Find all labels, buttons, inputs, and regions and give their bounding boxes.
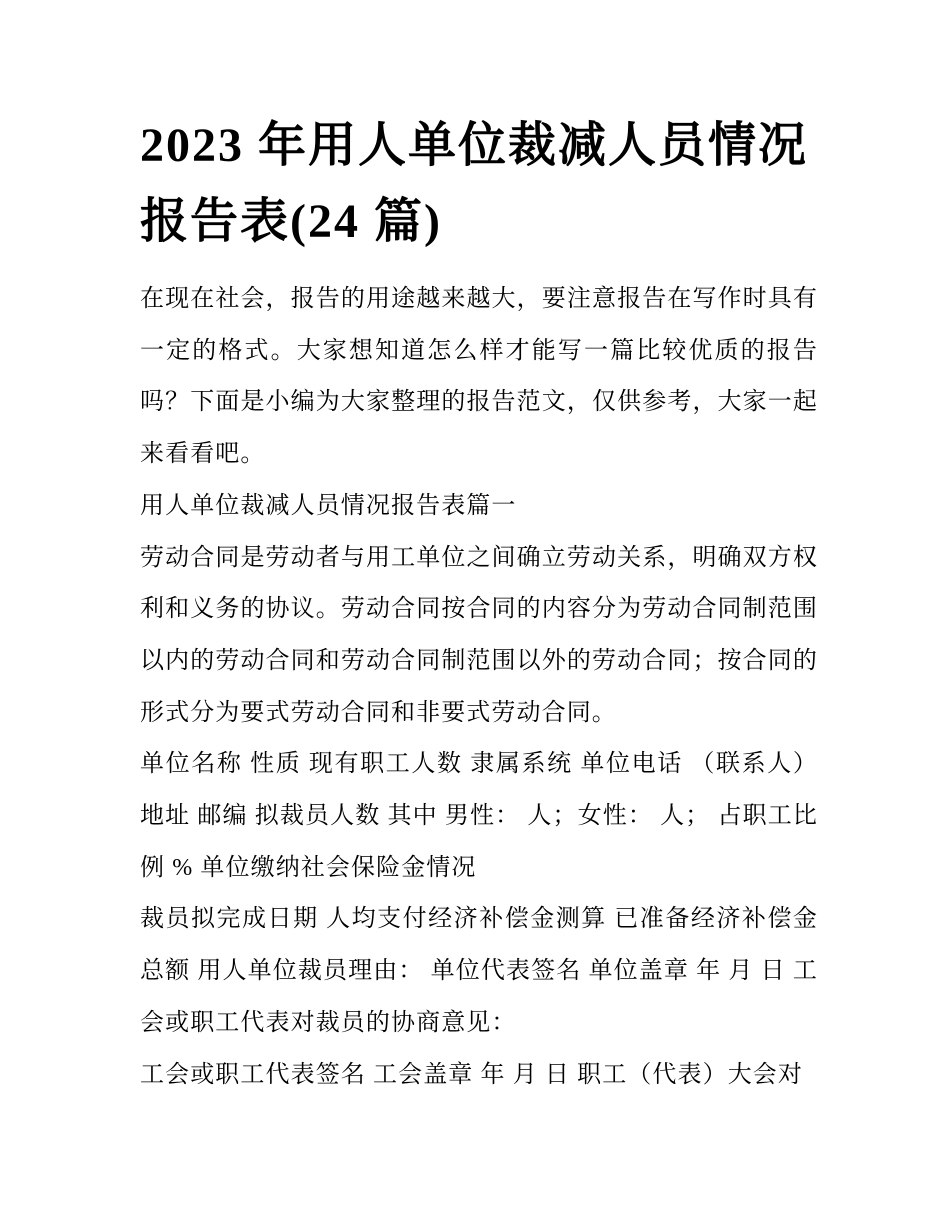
document-title: 2023 年用人单位裁减人员情况报告表(24 篇) xyxy=(140,119,809,248)
section-heading-part-one: 用人单位裁减人员情况报告表篇一 xyxy=(140,492,517,519)
paragraph-form-fields-layoff-info: 裁员拟完成日期 人均支付经济补偿金测算 已准备经济补偿金总额 用人单位裁员理由： 单位代表签名 单位盖章 年 月 日 工会或职工代表对裁员的协商意见： xyxy=(140,906,818,1036)
intro-paragraph: 在现在社会，报告的用途越来越大，要注意报告在写作时具有一定的格式。大家想知道怎么样才能写一篇比较优质的报告吗？下面是小编为大家整理的报告范文，仅供参考，大家一起来看看吧。 xyxy=(140,286,818,468)
paragraph-labor-contract: 劳动合同是劳动者与用工单位之间确立劳动关系，明确双方权利和义务的协议。劳动合同按合同的内容分为劳动合同制范围以内的劳动合同和劳动合同制范围以外的劳动合同；按合同的形式分为要式劳动合同和非要式劳动合同。 xyxy=(140,544,818,726)
paragraph-form-fields-union-signature: 工会或职工代表签名 工会盖章 年 月 日 职工（代表）大会对 xyxy=(140,1061,803,1088)
paragraph-form-fields-unit-info: 单位名称 性质 现有职工人数 隶属系统 单位电话 （联系人）地址 邮编 拟裁员人数 其中 男性： 人；女性： 人； 占职工比例 % 单位缴纳社会保险金情况 xyxy=(140,751,818,881)
